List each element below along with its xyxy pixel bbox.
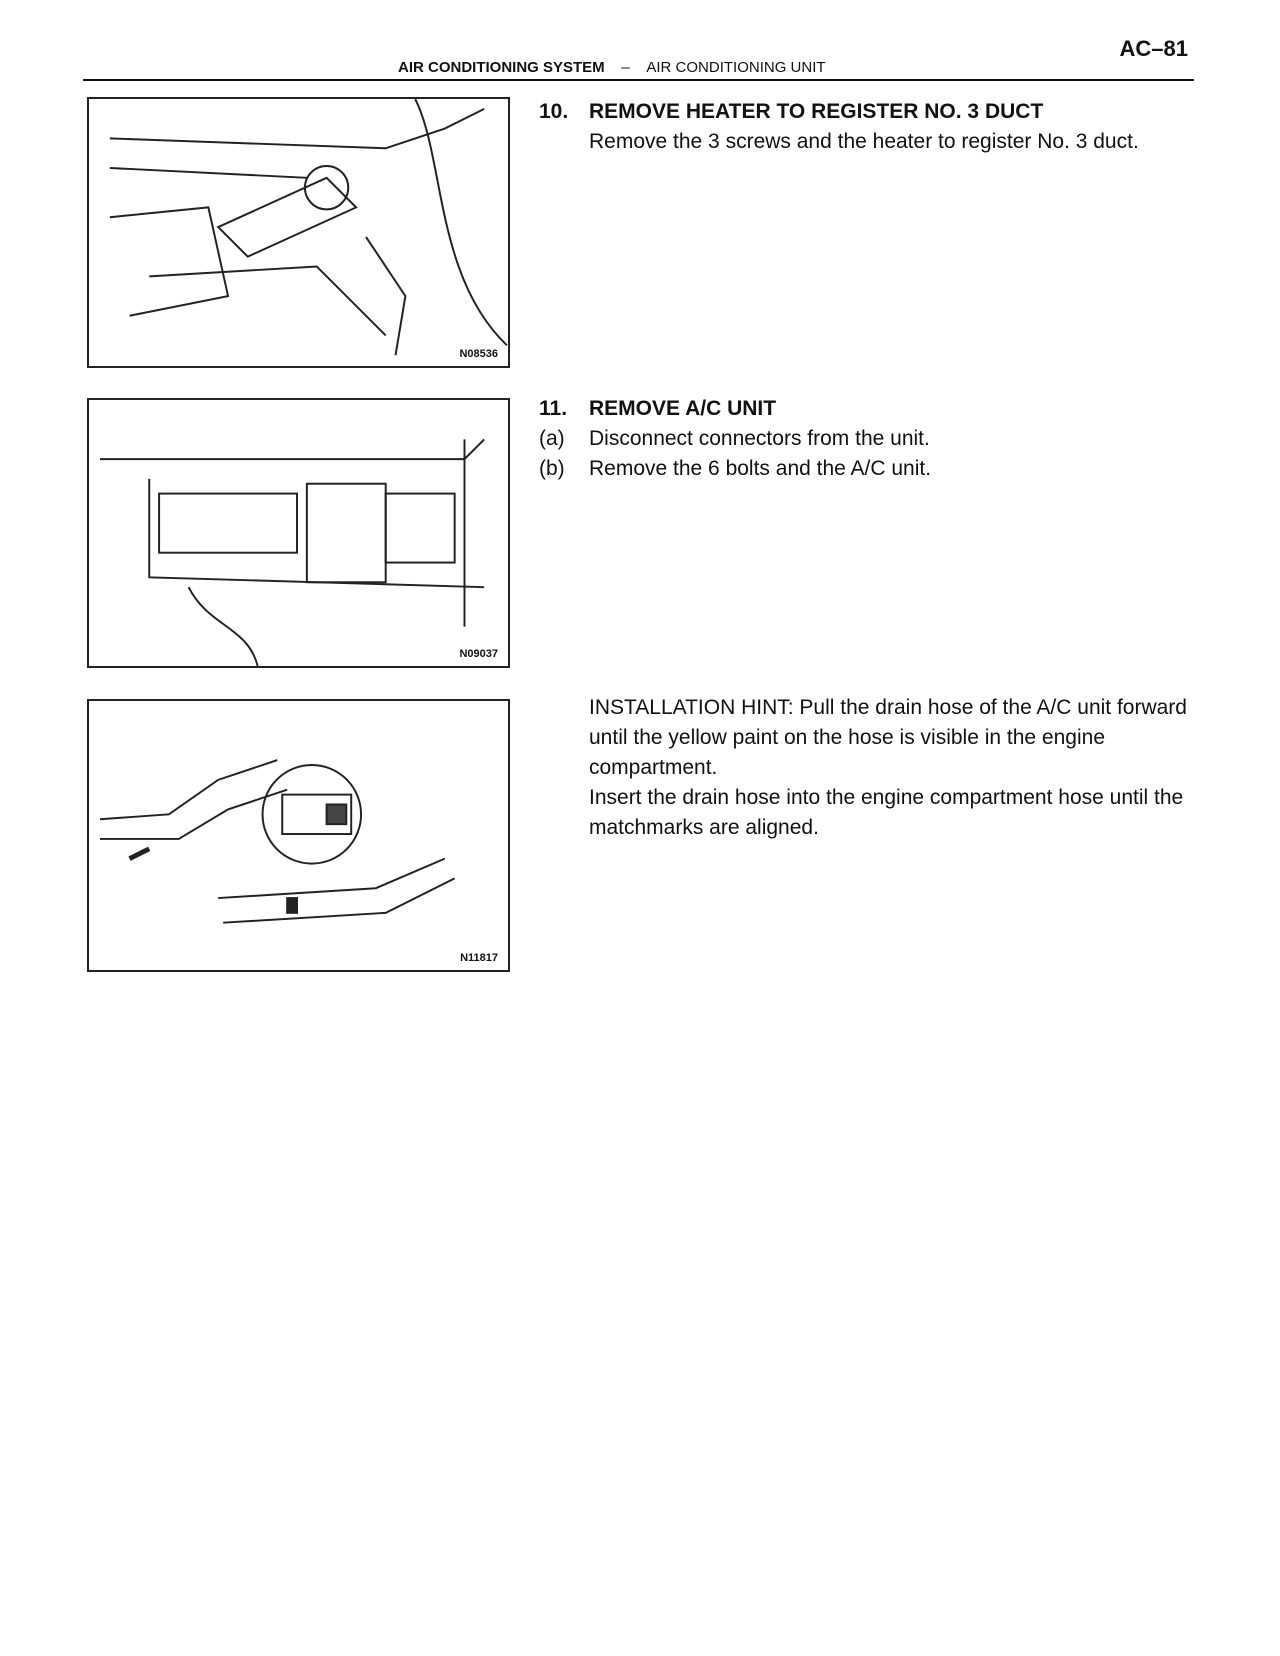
- figure-code: N08536: [459, 348, 498, 360]
- step-10-text: Remove the 3 screws and the heater to register No. 3 duct.: [589, 130, 1139, 153]
- step-10-number: 10.: [539, 100, 569, 123]
- figure-heater-duct: [87, 97, 510, 368]
- running-header: [398, 59, 826, 76]
- installation-hint: INSTALLATION HINT: Pull the drain hose of the A/C unit forward until the yellow paint on the hose is visible in the engine compartment.: [589, 696, 1187, 779]
- step-10-title: REMOVE HEATER TO REGISTER NO. 3 DUCT: [589, 100, 1044, 123]
- page-number: AC–81: [1119, 36, 1188, 61]
- substep-a-text: Disconnect connectors from the unit.: [589, 427, 930, 450]
- header-separator: –: [621, 59, 630, 76]
- step-11-title: REMOVE A/C UNIT: [589, 397, 777, 420]
- figure-code: N09037: [459, 648, 498, 660]
- figure-code: N11817: [460, 952, 498, 964]
- installation-hint-2: Insert the drain hose into the engine compartment hose until the matchmarks are aligned.: [589, 786, 1184, 839]
- substep-a-label: (a): [539, 427, 565, 450]
- figure-drain-hose: [87, 699, 510, 972]
- substep-b-label: (b): [539, 457, 565, 480]
- section-title: AIR CONDITIONING SYSTEM: [398, 59, 605, 76]
- step-11-number: 11.: [539, 397, 568, 420]
- subsection-title: AIR CONDITIONING UNIT: [646, 59, 826, 76]
- figure-ac-unit: [87, 398, 510, 668]
- header-rule: [83, 79, 1194, 81]
- substep-b-text: Remove the 6 bolts and the A/C unit.: [589, 457, 932, 480]
